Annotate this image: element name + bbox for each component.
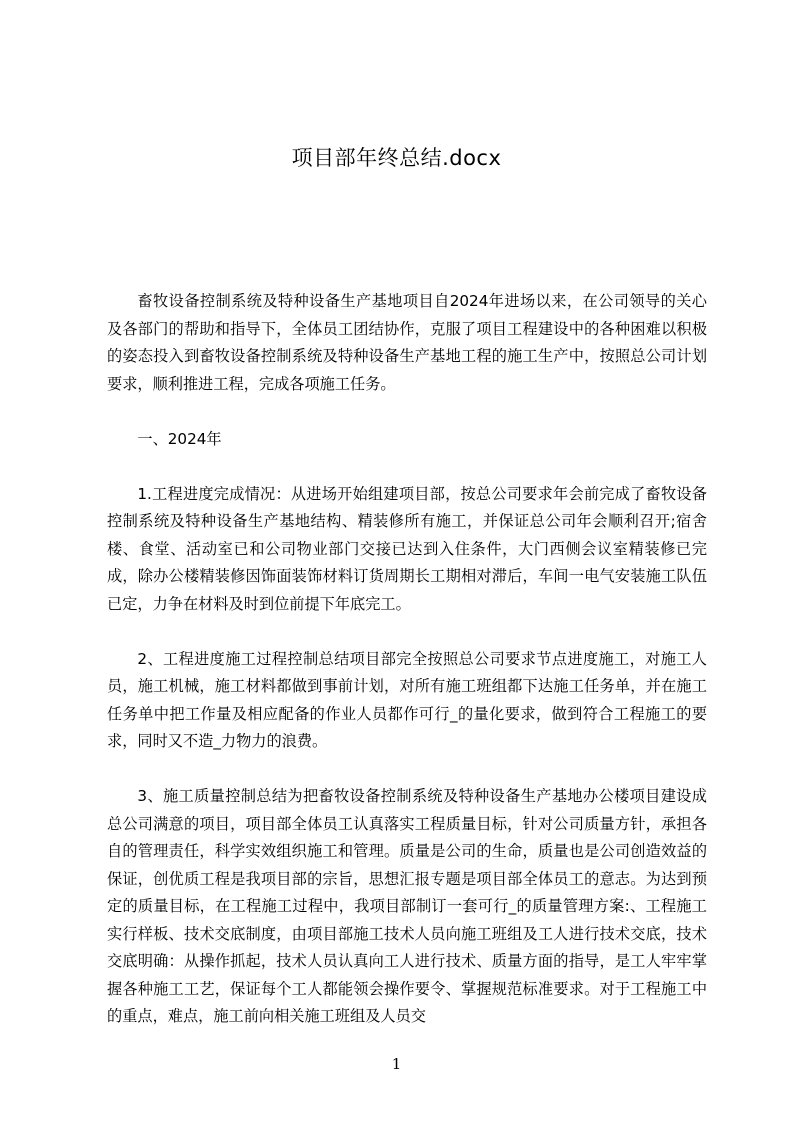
document-title: 项目部年终总结.docx [291,146,502,170]
page-number: 1 [391,1055,402,1073]
section-heading: 一、2024年 [137,429,222,448]
progress-paragraph: 1.工程进度完成情况：从进场开始组建项目部，按总公司要求年会前完成了畜牧设备控制系统及特种设备生产基地结构、精装修所有施工，并保证总公司年会顺利召开;宿舍楼、食堂、活动室已和公司物业部门交接已达到入住条件，大门西侧会议室精装修已完成，除办公楼精装修因饰面装饰材料订货周期长工期相对滞后，车间一电气安装施工队伍已定，力争在材料及时到位前提下年底完工。 [107,484,707,613]
process-control-paragraph: 2、工程进度施工过程控制总结项目部完全按照总公司要求节点进度施工，对施工人员，施工机械，施工材料都做到事前计划，对所有施工班组都下达施工任务单，并在施工任务单中把工作量及相应配备的作业人员都作可行_的量化要求，做到符合工程施工的要求，同时又不造_力物力的浪费。 [107,649,707,750]
quality-control-paragraph: 3、施工质量控制总结为把畜牧设备控制系统及特种设备生产基地办公楼项目建设成总公司满意的项目，项目部全体员工认真落实工程质量目标，针对公司质量方针，承担各自的管理责任，科学实效组织施工和管理。质量是公司的生命，质量也是公司创造效益的保证，创优质工程是我项目部的宗旨，思想汇报专题是项目部全体员工的意志。为达到预定的质量目标，在工程施工过程中，我项目部制订一套可行_的质量管理方案:、工程施工实行样板、技术交底制度，由项目部施工技术人员向施工班组及工人进行技术交底，技术交底明确：从操作抓起，技术人员认真向工人进行技术、质量方面的指导，是工人牢牢掌握各种施工工艺，保证每个工人都能领会操作要令、掌握规范标准要求。对于工程施工中的重点，难点，施工前向相关施工班组及人员交 [107,787,707,1025]
document-body [107,288,707,1058]
intro-paragraph: 畜牧设备控制系统及特种设备生产基地项目自2024年进场以来，在公司领导的关心及各部门的帮助和指导下，全体员工团结协作，克服了项目工程建设中的各种困难以积极的姿态投入到畜牧设备控制系统及特种设备生产基地工程的施工生产中，按照总公司计划要求，顺利推进工程，完成各项施工任务。 [107,292,707,393]
